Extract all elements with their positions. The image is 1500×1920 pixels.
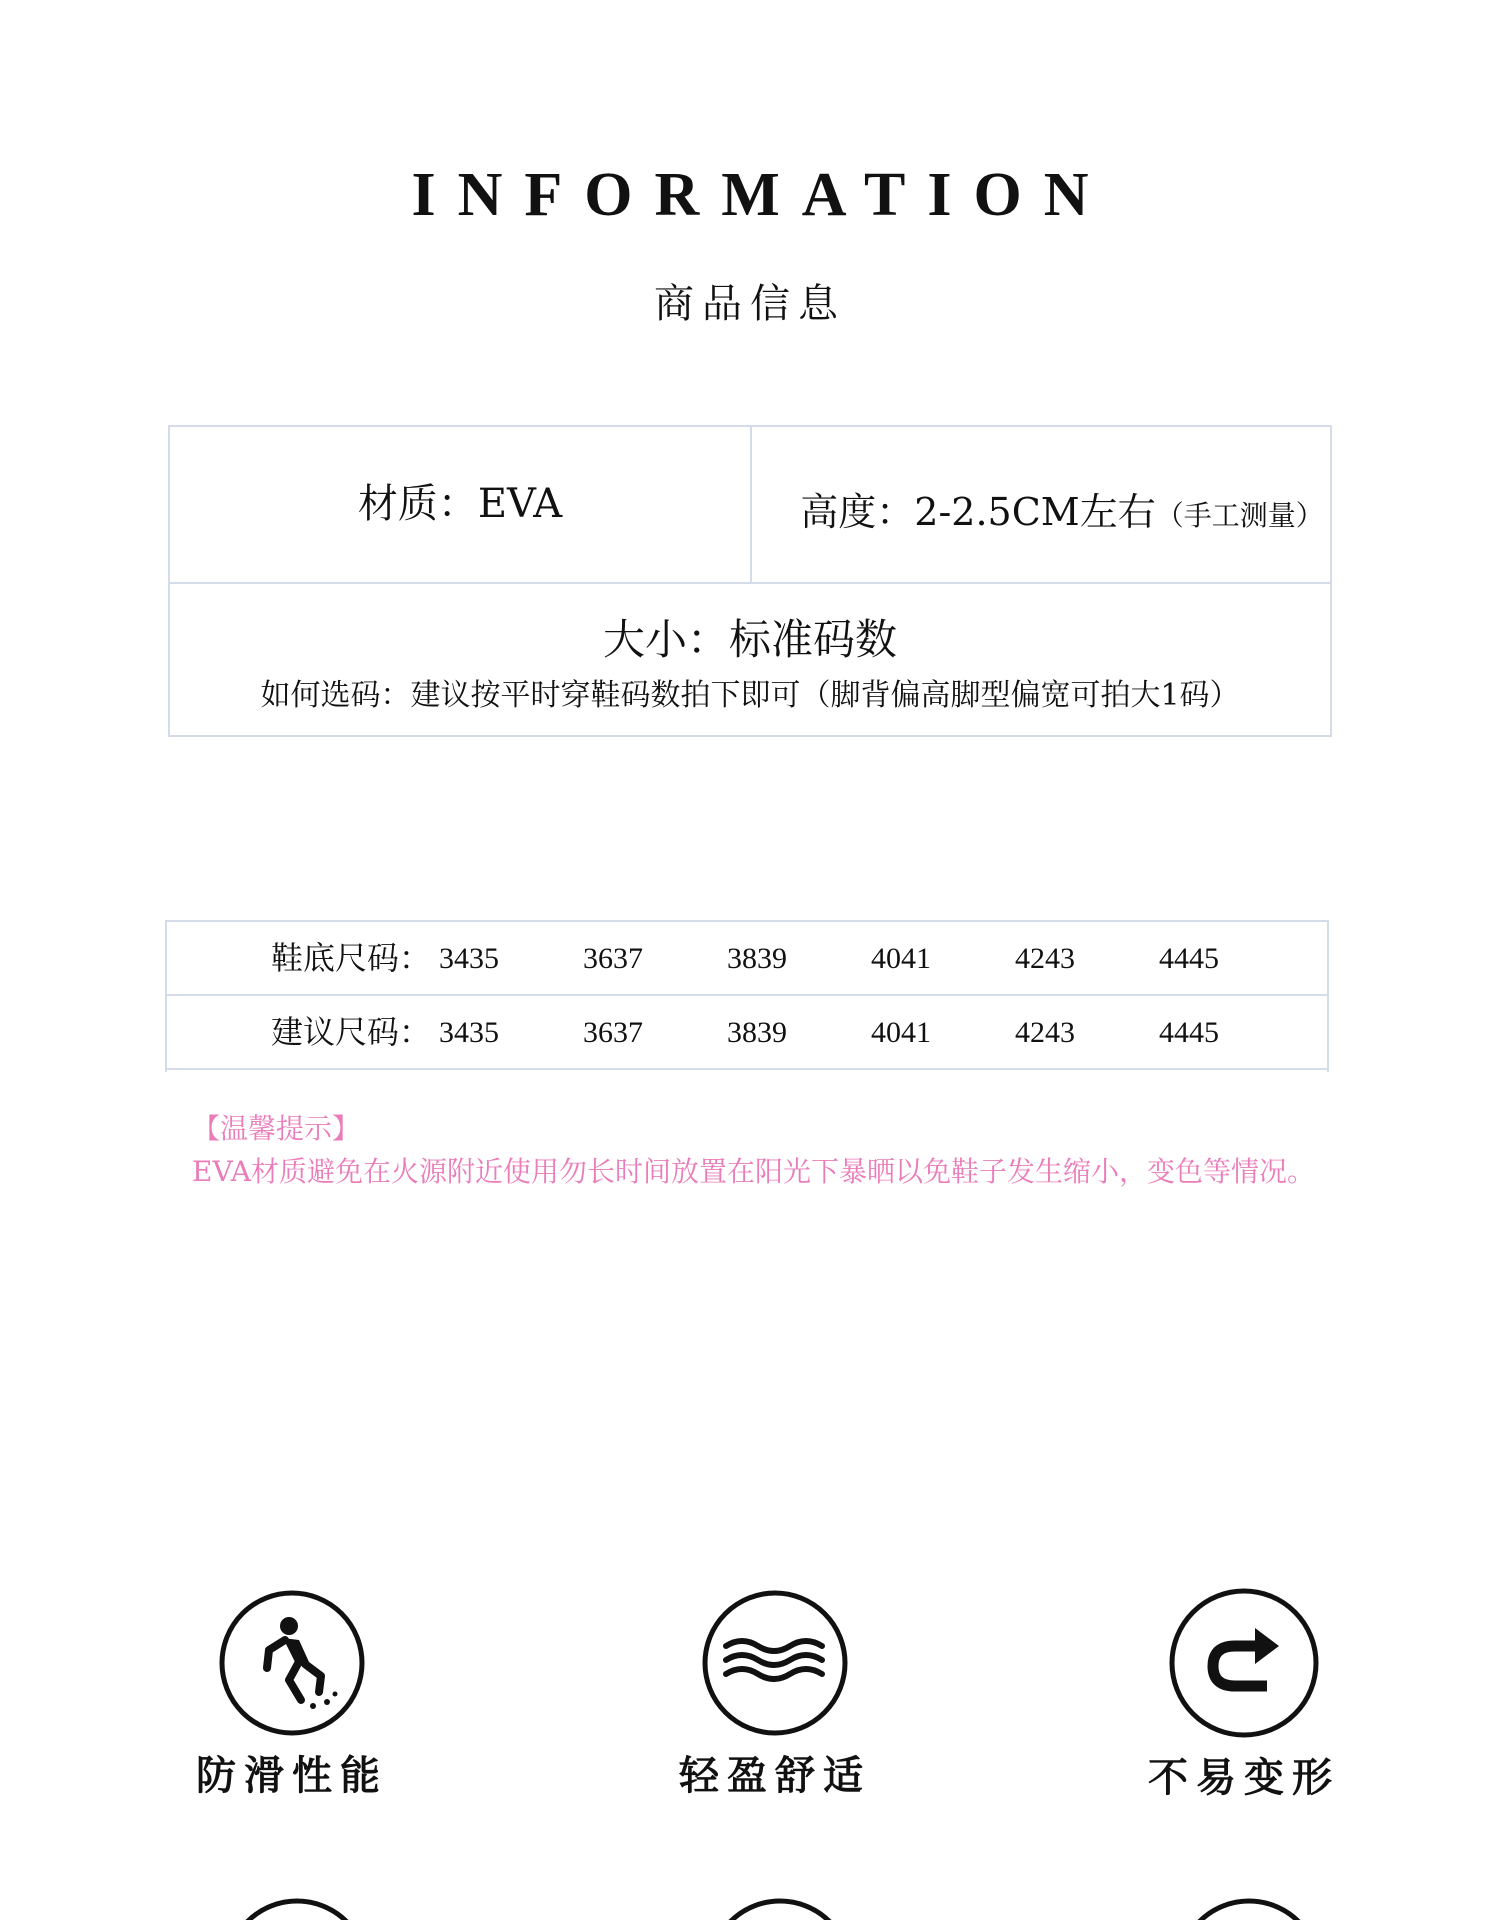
return-arrow-icon [1167, 1586, 1321, 1740]
row-label: 鞋底尺码： [271, 939, 432, 977]
wave-icon [700, 1588, 850, 1738]
size-value: 4445 [1159, 942, 1219, 975]
feature-label: 防滑性能 [196, 1753, 388, 1799]
feature-lightweight [665, 1588, 885, 1804]
material-text: 材质：EVA [357, 481, 563, 527]
size-value: 3839 [727, 1016, 787, 1049]
feature-label: 不易变形 [1148, 1755, 1340, 1801]
size-value: 4041 [871, 942, 931, 975]
size-value: 3435 [439, 942, 499, 975]
tip-body: EVA材质避免在火源附近使用勿长时间放置在阳光下暴晒以免鞋子发生缩小，变色等情况。 [192, 1155, 1315, 1188]
size-value: 4243 [1015, 1016, 1075, 1049]
page-subtitle: 商品信息 [654, 281, 846, 327]
height-cell [752, 427, 1332, 582]
slip-warning-icon [217, 1588, 367, 1738]
partial-circle-icon [222, 1896, 372, 1920]
row-label: 建议尺码： [271, 1013, 432, 1051]
size-value: 3435 [439, 1016, 499, 1049]
info-table [168, 425, 1332, 737]
size-value: 4445 [1159, 1016, 1219, 1049]
height-note: （手工测量） [1155, 499, 1324, 532]
partial-circle-icon [1174, 1896, 1324, 1920]
partial-circle-icon [705, 1896, 855, 1920]
info-row [170, 427, 1330, 584]
size-value: 4243 [1015, 942, 1075, 975]
height-text: 高度：2-2.5CM左右 [800, 490, 1156, 534]
feature-anti-slip [182, 1588, 402, 1804]
page-title: INFORMATION [411, 161, 1111, 229]
height-line [752, 487, 1332, 541]
tip-title: 【温馨提示】 [192, 1112, 361, 1145]
size-chart-table [165, 920, 1329, 1072]
size-value: 3839 [727, 942, 787, 975]
table-row [167, 996, 1327, 1070]
feature-label: 轻盈舒适 [679, 1753, 871, 1799]
table-row [167, 922, 1327, 996]
feature-no-deform [1134, 1586, 1354, 1806]
size-title: 大小：标准码数 [602, 615, 897, 664]
size-value: 4041 [871, 1016, 931, 1049]
size-value: 3637 [583, 1016, 643, 1049]
size-value: 3637 [583, 942, 643, 975]
material-cell [170, 427, 752, 582]
size-hint: 如何选码：建议按平时穿鞋码数拍下即可（脚背偏高脚型偏宽可拍大1码） [260, 678, 1240, 713]
